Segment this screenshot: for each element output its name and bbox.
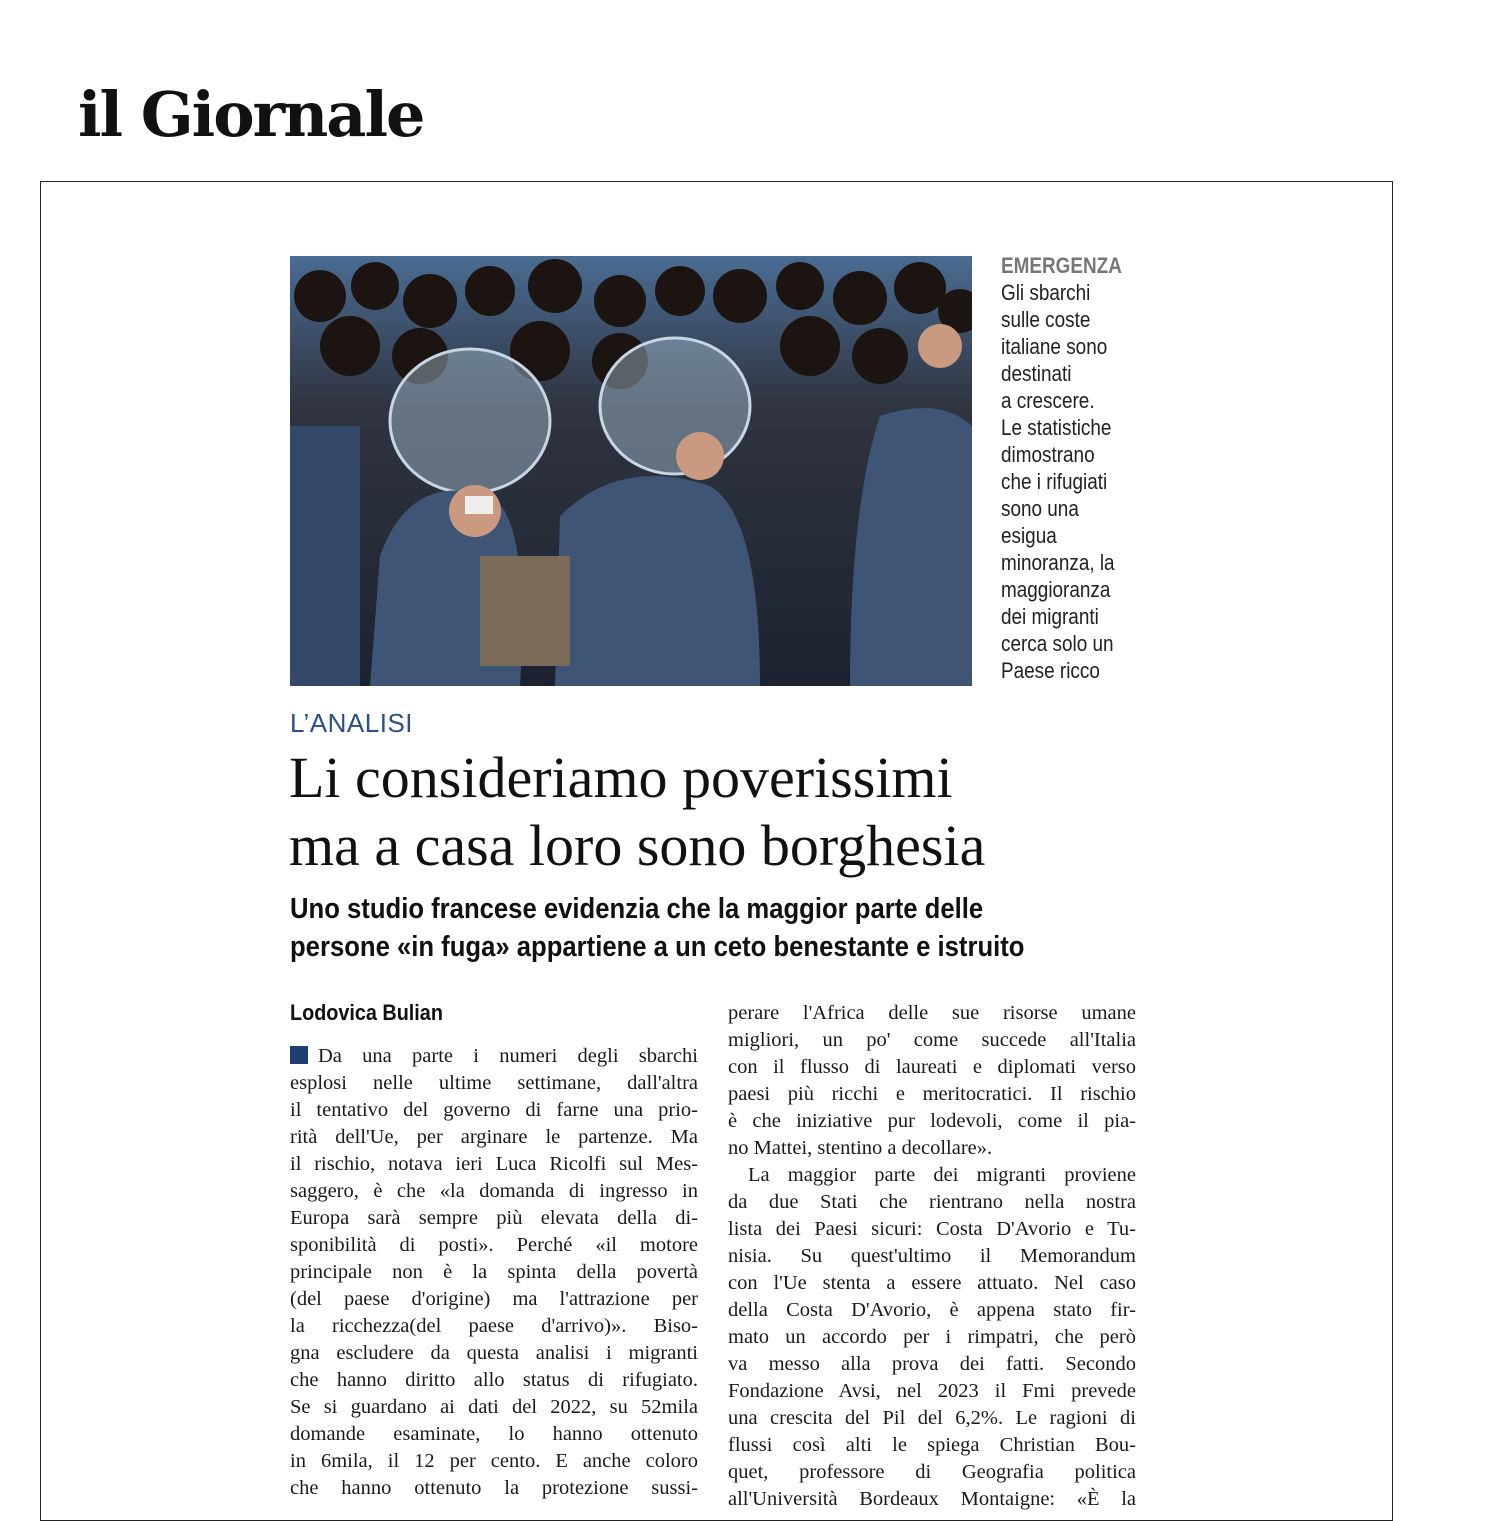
body-line: nisia. Su quest'ultimo il Memorandum [728,1245,1136,1267]
body-line: principale non è la spinta della povertà [290,1261,698,1283]
article-column-1 [290,1043,698,1502]
caption-line: Gli sbarchi [1001,280,1091,305]
byline: Lodovica Bulian [290,1000,443,1025]
masthead-logo: il Giornale [78,78,424,151]
body-line: mato un accordo per i rimpatri, che però [728,1326,1136,1348]
caption-line: sono una [1001,496,1079,521]
body-line: Da una parte i numeri degli sbarchi [290,1043,698,1070]
body-line: il rischio, notava ieri Luca Ricolfi sul Mes- [290,1153,698,1175]
body-line: Fondazione Avsi, nel 2023 il Fmi prevede [728,1380,1136,1402]
body-line: sponibilità di posti». Perché «il motore [290,1234,698,1256]
body-line: con il flusso di laureati e diplomati verso [728,1056,1136,1078]
body-line: esplosi nelle ultime settimane, dall'altra [290,1072,698,1094]
body-line: La maggior parte dei migranti proviene [748,1164,1136,1186]
body-line: rità dell'Ue, per arginare le partenze. Ma [290,1126,698,1148]
caption-line: maggioranza [1001,577,1111,602]
caption-line: dimostrano [1001,442,1095,467]
photo-caption [1001,252,1121,684]
caption-line: esigua [1001,523,1057,548]
subheadline-line-1: Uno studio francese evidenzia che la maggior parte delle [290,893,984,925]
caption-line: sulle coste [1001,307,1091,332]
news-photo [290,256,972,686]
headline-line-1: Li consideriamo poverissimi [289,745,953,810]
caption-line: che i rifugiati [1001,469,1108,494]
body-line: della Costa D'Avorio, è appena stato fir- [728,1299,1136,1321]
article-column-2 [728,1000,1136,1513]
body-line: quet, professore di Geografia politica [728,1461,1136,1483]
body-line: la ricchezza(del paese d'arrivo)». Biso- [290,1315,698,1337]
subheadline [290,890,1140,966]
body-line: Europa sarà sempre più elevata della di- [290,1207,698,1229]
crowd-police-photo [290,256,972,686]
body-line: all'Università Bordeaux Montaigne: «È la [728,1488,1136,1510]
body-line: in 6mila, il 12 per cento. E anche coloro [290,1450,698,1472]
body-line: saggero, è che «la domanda di ingresso in [290,1180,698,1202]
section-label: L’ANALISI [290,708,414,738]
body-line: no Mattei, stentino a decollare». [728,1137,993,1159]
body-line: che hanno ottenuto la protezione sussi- [290,1477,698,1499]
body-line: lista dei Paesi sicuri: Costa D'Avorio e Tu- [728,1218,1136,1240]
caption-line: destinati [1001,361,1072,386]
body-line: domande esaminate, lo hanno ottenuto [290,1423,698,1445]
caption-line: italiane sono [1001,334,1108,359]
caption-line: a crescere. [1001,388,1095,413]
caption-line: minoranza, la [1001,550,1115,575]
caption-line: Paese ricco [1001,658,1100,683]
body-line: perare l'Africa delle sue risorse umane [728,1002,1136,1024]
caption-line: Le statistiche [1001,415,1112,440]
body-line: con l'Ue stenta a essere attuato. Nel caso [728,1272,1136,1294]
body-line: una crescita del Pil del 6,2%. Le ragioni di [728,1407,1136,1429]
body-line: che hanno diritto allo status di rifugiato. [290,1369,698,1391]
body-line: (del paese d'origine) ma l'attrazione per [290,1288,698,1310]
paragraph-marker-icon [290,1046,308,1064]
headline [289,744,1169,880]
headline-line-2: ma a casa loro sono borghesia [289,813,986,878]
body-line: gna escludere da questa analisi i migranti [290,1342,698,1364]
caption-kicker: EMERGENZA [1001,253,1122,278]
body-line: va messo alla prova dei fatti. Secondo [728,1353,1136,1375]
body-line: Se si guardano ai dati del 2022, su 52mila [290,1396,698,1418]
body-line: migliori, un po' come succede all'Italia [728,1029,1136,1051]
body-line: è che iniziative pur lodevoli, come il pia- [728,1110,1136,1132]
body-line: il tentativo del governo di farne una prio- [290,1099,698,1121]
caption-line: cerca solo un [1001,631,1114,656]
subheadline-line-2: persone «in fuga» appartiene a un ceto benestante e istruito [290,931,1025,963]
caption-line: dei migranti [1001,604,1099,629]
body-line: da due Stati che rientrano nella nostra [728,1191,1136,1213]
body-line: paesi più ricchi e meritocratici. Il rischio [728,1083,1136,1105]
body-line: flussi così alti le spiega Christian Bou- [728,1434,1136,1456]
